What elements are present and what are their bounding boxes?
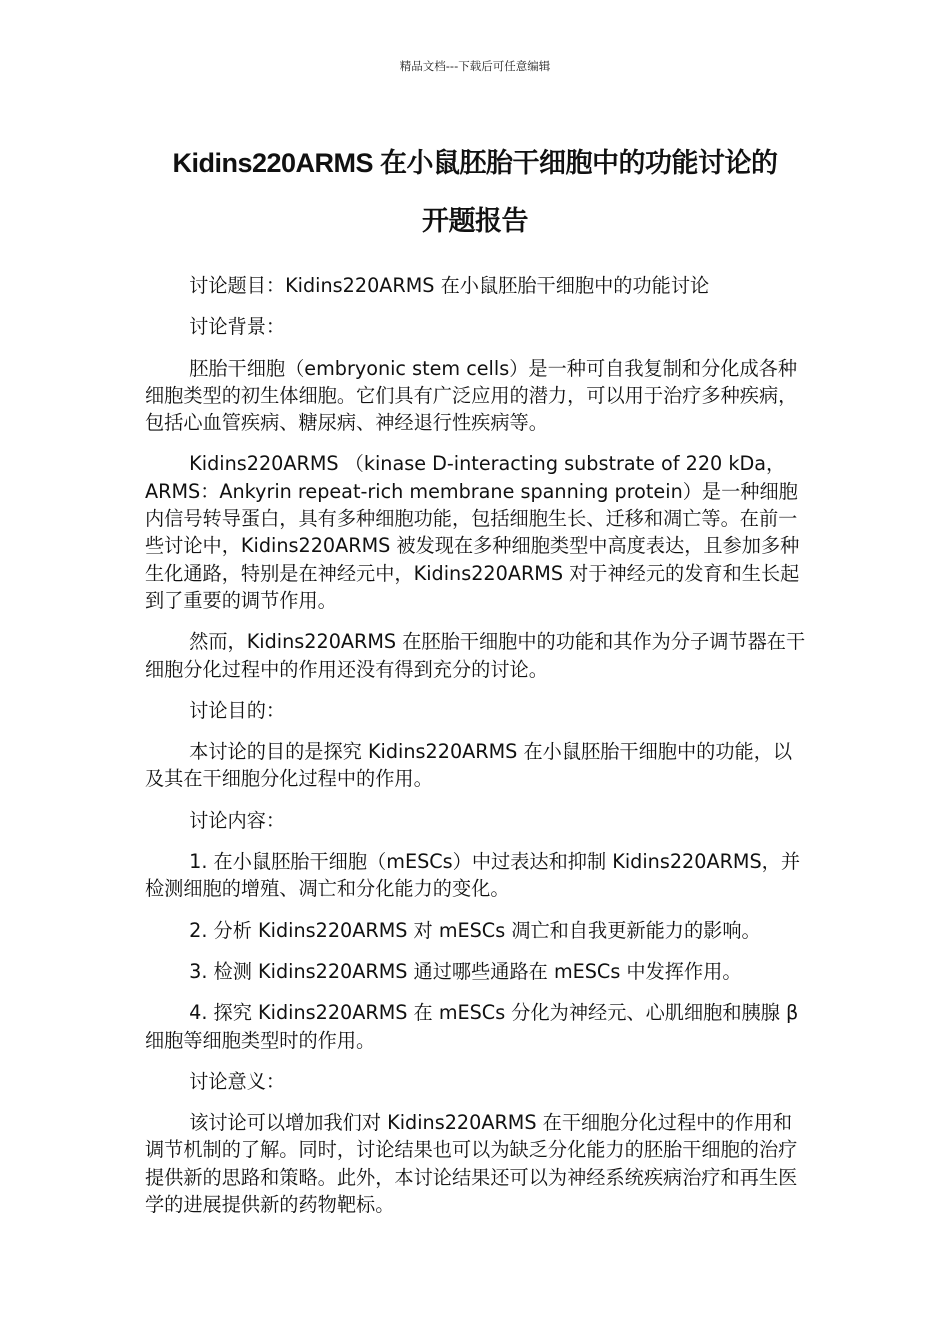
content-item-1: 1. 在小鼠胚胎干细胞（mESCs）中过表达和抑制 Kidins220ARMS，并检测细胞的增殖、凋亡和分化能力的变化。: [145, 850, 801, 901]
heading-significance: 讨论意义：: [189, 1069, 286, 1093]
document-title: [100, 134, 850, 250]
heading-content: 讨论内容：: [189, 808, 286, 832]
paragraph-background-1: 胚胎干细胞（embryonic stem cells）是一种可自我复制和分化成各种细胞类型的初生体细胞。它们具有广泛应用的潜力，可以用于治疗多种疾病，包括心血管疾病、糖尿病、神经退行性疾病等。: [145, 356, 798, 435]
heading-purpose: 讨论目的：: [189, 698, 286, 722]
title-line-1: Kidins220ARMS 在小鼠胚胎干细胞中的功能讨论的: [172, 148, 778, 178]
content-item-3: 3. 检测 Kidins220ARMS 通过哪些通路在 mESCs 中发挥作用。: [189, 959, 742, 983]
paragraph-purpose: 本讨论的目的是探究 Kidins220ARMS 在小鼠胚胎干细胞中的功能，以及其在干细胞分化过程中的作用。: [145, 740, 793, 791]
content-item-4: 4. 探究 Kidins220ARMS 在 mESCs 分化为神经元、心肌细胞和胰腺 β 细胞等细胞类型时的作用。: [145, 1001, 799, 1052]
content-item-2: 2. 分析 Kidins220ARMS 对 mESCs 凋亡和自我更新能力的影响。: [189, 918, 761, 942]
header-note: 精品文档---下载后可任意编辑: [399, 59, 551, 73]
heading-background: 讨论背景：: [189, 315, 286, 339]
paragraph-background-3: 然而，Kidins220ARMS 在胚胎干细胞中的功能和其作为分子调节器在干细胞分化过程中的作用还没有得到充分的讨论。: [145, 630, 806, 681]
title-line-2: 开题报告: [422, 206, 528, 236]
paragraph-significance: 该讨论可以增加我们对 Kidins220ARMS 在干细胞分化过程中的作用和调节机制的了解。同时，讨论结果也可以为缺乏分化能力的胚胎干细胞的治疗提供新的思路和策略。此外，本讨论结果还可以为神经系统疾病治疗和再生医学的进展提供新的药物靶标。: [145, 1111, 798, 1217]
paragraph-background-2: Kidins220ARMS （kinase D-interacting substrate of 220 kDa，ARMS：Ankyrin repeat-rich membrane spanning protein）是一种细胞内信号转导蛋白，具有多种细胞功能，包括细胞生长、迁移和凋亡等。在前一些讨论中，Kidins220ARMS 被发现在多种细胞类型中高度表达，且参加多种生化通路，特别是在神经元中，Kidins220ARMS 对于神经元的发育和生长起到了重要的调节作用。: [145, 452, 800, 612]
document-body: [145, 272, 807, 1232]
paragraph-topic: 讨论题目：Kidins220ARMS 在小鼠胚胎干细胞中的功能讨论: [189, 274, 710, 297]
